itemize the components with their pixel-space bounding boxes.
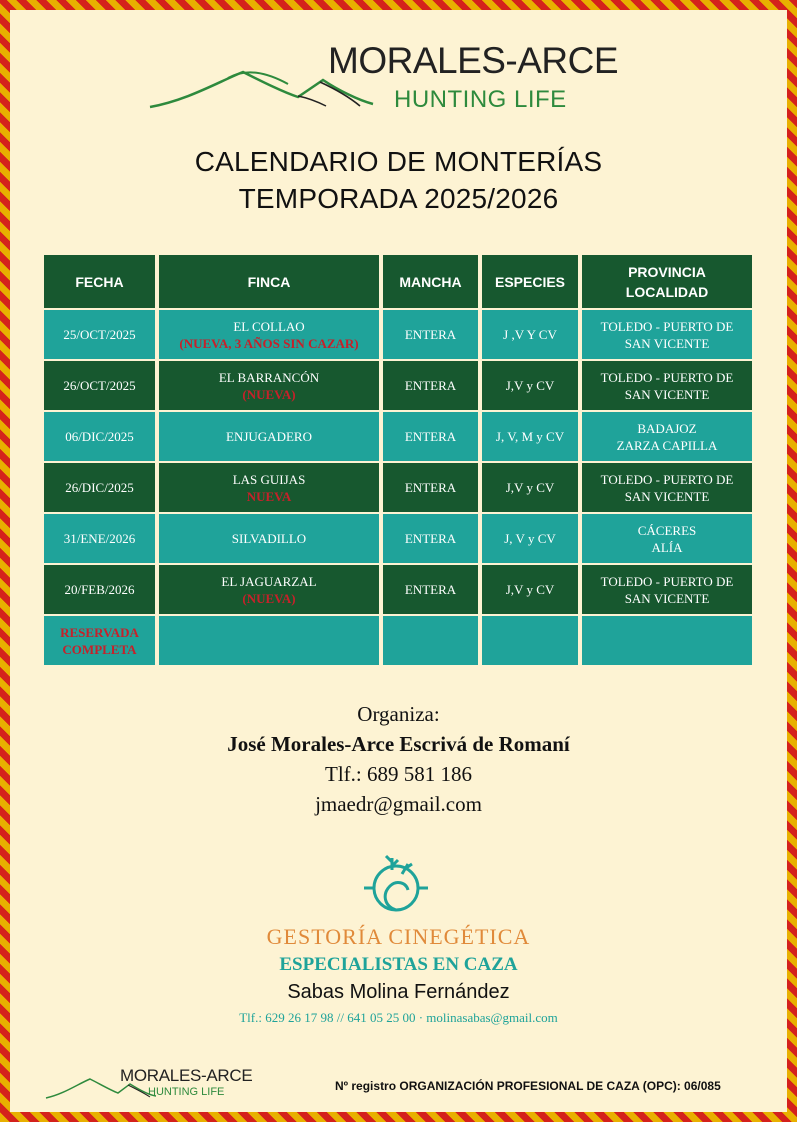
provincia-line1: BADAJOZ <box>637 420 697 436</box>
reservada-label: RESERVADA <box>60 624 139 640</box>
cell-fecha: 06/DIC/2025 <box>44 412 155 461</box>
cell-especies: J, V y CV <box>482 514 578 563</box>
header-fecha: FECHA <box>44 255 155 308</box>
organizer-name: José Morales-Arce Escrivá de Romaní <box>227 732 570 756</box>
provincia-line2: ZARZA CAPILLA <box>616 437 718 453</box>
cell-mancha: ENTERA <box>383 310 478 359</box>
cell-mancha-empty <box>383 616 478 665</box>
footer-brand-tagline: HUNTING LIFE <box>148 1086 225 1098</box>
cell-provincia <box>582 412 752 461</box>
table-row <box>44 616 754 665</box>
cell-finca-empty <box>159 616 379 665</box>
cell-mancha: ENTERA <box>383 463 478 512</box>
page-title: CALENDARIO DE MONTERÍAS <box>194 146 603 177</box>
brand-logo <box>148 38 638 118</box>
cell-mancha: ENTERA <box>383 514 478 563</box>
cell-especies: J ,V Y CV <box>482 310 578 359</box>
cell-provincia <box>582 463 752 512</box>
provincia-line2: SAN VICENTE <box>624 335 710 351</box>
finca-note: (NUEVA) <box>242 386 296 402</box>
cell-especies: J,V y CV <box>482 463 578 512</box>
finca-note: NUEVA <box>246 488 292 504</box>
cell-fecha: 31/ENE/2026 <box>44 514 155 563</box>
table-row <box>44 565 754 614</box>
footer-brand-logo <box>44 1066 264 1106</box>
provincia-line1: CÁCERES <box>637 522 697 538</box>
table-header-row <box>44 255 754 304</box>
cell-fecha: 26/DIC/2025 <box>44 463 155 512</box>
header-provincia <box>582 255 752 308</box>
cell-fecha: 20/FEB/2026 <box>44 565 155 614</box>
organizer-phone: Tlf.: 689 581 186 <box>325 762 472 786</box>
provincia-line1: TOLEDO - PUERTO DE <box>600 573 734 589</box>
completa-label: COMPLETA <box>62 641 137 657</box>
cell-finca <box>159 361 379 410</box>
provincia-line2: ALÍA <box>651 539 683 555</box>
cell-fecha: 26/OCT/2025 <box>44 361 155 410</box>
provincia-line1: TOLEDO - PUERTO DE <box>600 369 734 385</box>
provincia-line2: SAN VICENTE <box>624 590 710 606</box>
footer-brand-name: MORALES-ARCE <box>120 1066 253 1085</box>
table-row <box>44 514 754 563</box>
gestoria-name: GESTORÍA CINEGÉTICA <box>266 924 531 949</box>
table-row <box>44 463 754 512</box>
provincia-line1: TOLEDO - PUERTO DE <box>600 471 734 487</box>
finca-name: EL BARRANCÓN <box>218 369 320 385</box>
provincia-line1: TOLEDO - PUERTO DE <box>600 318 734 334</box>
cell-finca <box>159 310 379 359</box>
finca-name: EL COLLAO <box>233 318 305 334</box>
cell-reservada <box>44 616 155 665</box>
finca-name: EL JAGUARZAL <box>221 573 317 589</box>
finca-note: (NUEVA, 3 AÑOS SIN CAZAR) <box>179 335 359 351</box>
cell-especies: J,V y CV <box>482 565 578 614</box>
provincia-line2: SAN VICENTE <box>624 488 710 504</box>
finca-name: SILVADILLO <box>231 531 307 546</box>
header-especies: ESPECIES <box>482 255 578 308</box>
organizer-label: Organiza: <box>357 702 440 726</box>
brand-name: MORALES-ARCE <box>328 40 619 81</box>
table-row <box>44 412 754 461</box>
header-finca: FINCA <box>159 255 379 308</box>
header-provincia-label: PROVINCIA <box>628 263 706 280</box>
cell-especies: J,V y CV <box>482 361 578 410</box>
finca-name: ENJUGADERO <box>226 429 312 444</box>
cell-finca <box>159 463 379 512</box>
cell-finca <box>159 412 379 461</box>
cell-provincia <box>582 361 752 410</box>
cell-finca <box>159 565 379 614</box>
gestoria-tagline: ESPECIALISTAS EN CAZA <box>279 954 518 975</box>
gestoria-person: Sabas Molina Fernández <box>287 981 510 1003</box>
header-localidad-label: LOCALIDAD <box>625 283 709 300</box>
cell-provincia <box>582 514 752 563</box>
gestoria-contact: Tlf.: 629 26 17 98 // 641 05 25 00 · molinasabas@gmail.com <box>239 1010 558 1025</box>
organizer-email[interactable]: jmaedr@gmail.com <box>315 792 482 816</box>
cell-mancha: ENTERA <box>383 412 478 461</box>
cell-finca <box>159 514 379 563</box>
cell-mancha: ENTERA <box>383 361 478 410</box>
cell-fecha: 25/OCT/2025 <box>44 310 155 359</box>
page-subtitle: TEMPORADA 2025/2026 <box>238 183 559 214</box>
cell-provincia-empty <box>582 616 752 665</box>
provincia-line2: SAN VICENTE <box>624 386 710 402</box>
table-row <box>44 310 754 359</box>
deer-antler-icon <box>362 850 430 920</box>
finca-name: LAS GUIJAS <box>232 471 306 487</box>
cell-provincia <box>582 310 752 359</box>
brand-tagline: HUNTING LIFE <box>394 86 567 113</box>
registro-text: Nº registro ORGANIZACIÓN PROFESIONAL DE CAZA (OPC): 06/085 <box>335 1079 721 1093</box>
cell-especies-empty <box>482 616 578 665</box>
cell-especies: J, V, M y CV <box>482 412 578 461</box>
finca-note: (NUEVA) <box>242 590 296 606</box>
header-mancha: MANCHA <box>383 255 478 308</box>
cell-mancha: ENTERA <box>383 565 478 614</box>
table-row <box>44 361 754 410</box>
cell-provincia <box>582 565 752 614</box>
